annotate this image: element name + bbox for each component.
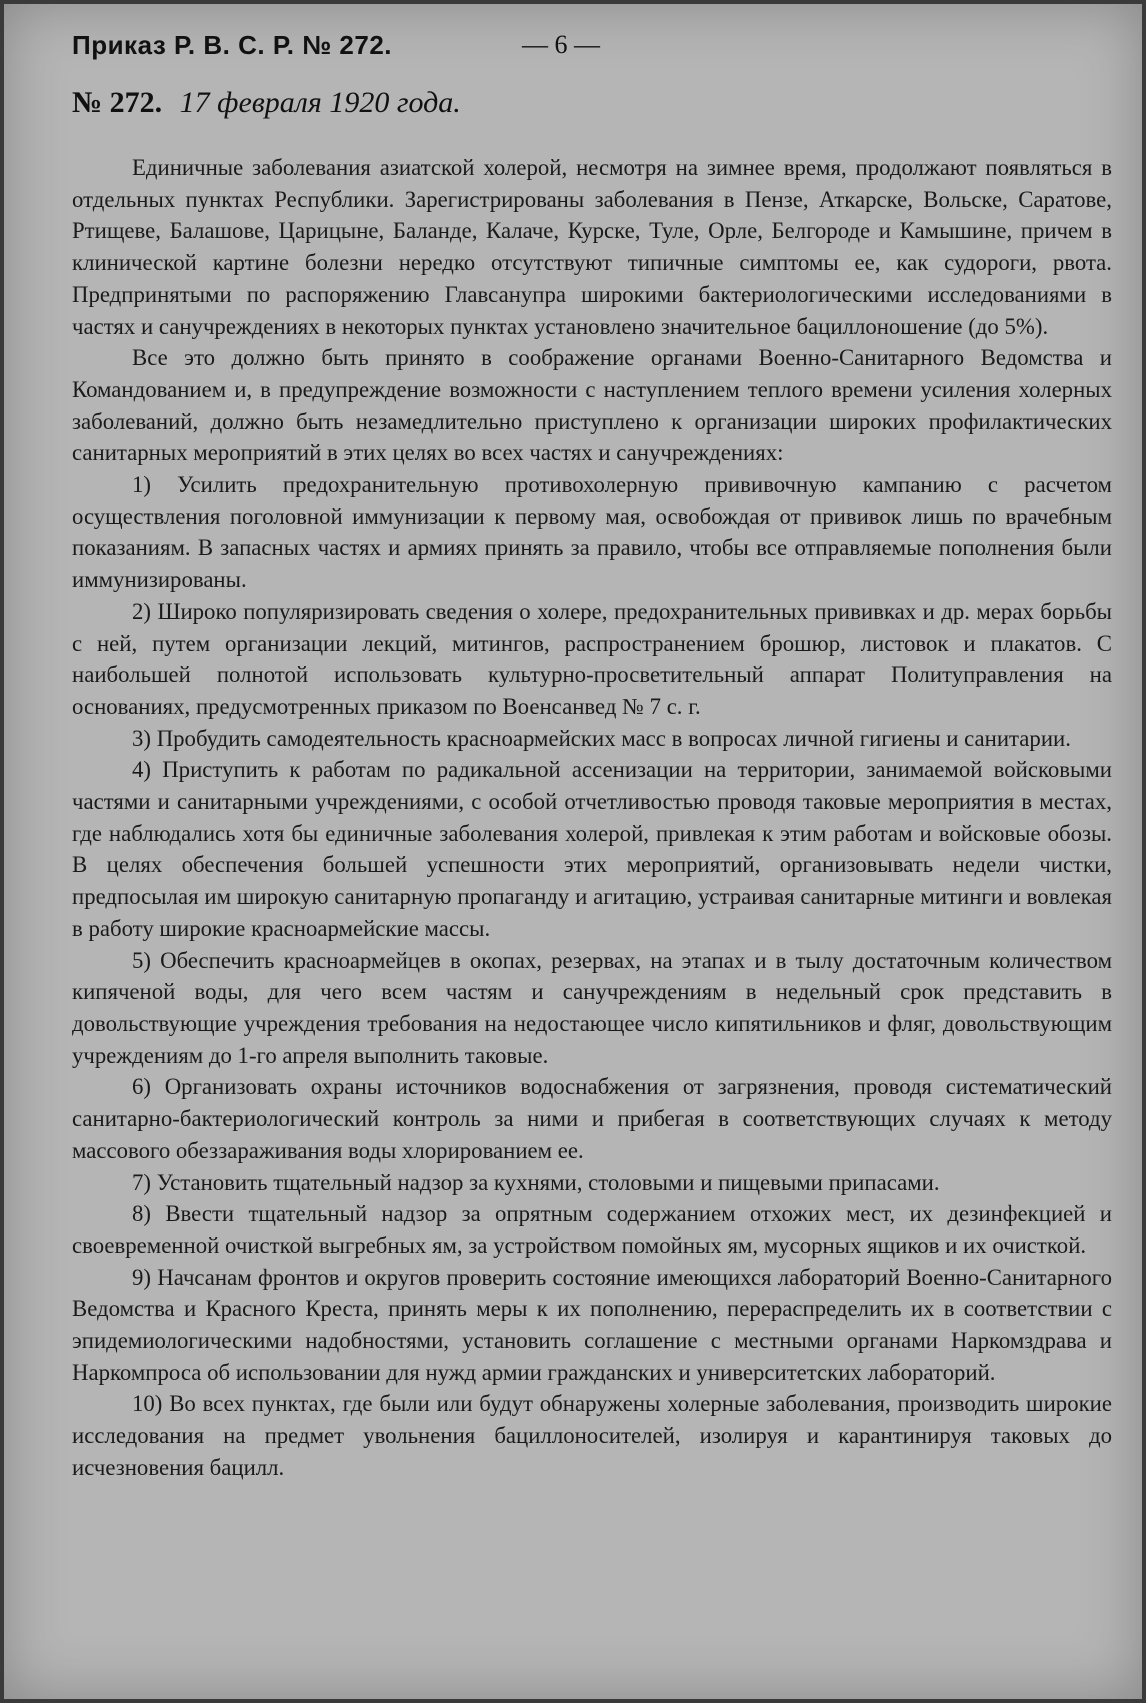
paragraph-item-1: 1) Усилить предохранительную противохолерную прививочную кампанию с расчетом осуществления поголовной иммунизации к первому мая, освобождая от прививок лишь по врачебным показаниям. В запасных частях и армиях принять за правило, чтобы все отправляемые пополнения были иммунизированы. [72,472,1112,593]
paragraph-directive: Все это должно быть принято в соображение органами Военно-Санитарного Ведомства и Командованием и, в предупреждение возможности с наступлением теплого времени усиления холерных заболеваний, должно быть незамедлительно приступлено к организации широких профилактических санитарных мероприятий в этих целях во всех частях и санучреждениях: [72,345,1112,466]
paragraph-item-4: 4) Приступить к работам по радикальной ассенизации на территории, занимаемой войсковыми частями и санитарными учреждениями, с особой отчетливостью проводя таковые мероприятия в местах, где наблюдались хотя бы единичные заболевания холерой, привлекая к этим работам и войсковые обозы. В целях обеспечения большей успешности этих мероприятий, организовывать недели чистки, предпосылая им широкую санитарную пропаганду и агитацию, устраивая санитарные митинги и вовлекая в работу широкие красноармейские массы. [72,757,1112,941]
page-number: — 6 — [522,30,600,59]
order-number: № 272. [72,86,163,119]
paragraph-item-8: 8) Ввести тщательный надзор за опрятным содержанием отхожих мест, их дезинфекцией и своевременной очисткой выгребных ям, за устройством помойных ям, мусорных ящиков и их очисткой. [72,1201,1112,1258]
paragraph-item-10: 10) Во всех пунктах, где были или будут обнаружены холерные заболевания, производить широкие исследования на предмет увольнения бациллоносителей, изолируя и карантинируя таковых до исчезновения бацилл. [72,1391,1112,1480]
paragraph-item-7: 7) Установить тщательный надзор за кухнями, столовыми и пищевыми припасами. [132,1169,940,1195]
document-body [72,152,1112,1484]
paragraph-intro: Единичные заболевания азиатской холерой, несмотря на зимнее время, продолжают появляться в отдельных пунктах Республики. Зарегистрированы заболевания в Пензе, Аткарске, Вольске, Саратове, Ртищеве, Балашове, Царицыне, Баланде, Калаче, Курске, Туле, Орле, Белгороде и Камышине, причем в клинической картине болезни нередко отсутствуют типичные симптомы ее, как судороги, рвота. Предпринятыми по распоряжению Главсанупра широкими бактериологическими исследованиями в частях и санучреждениях в некоторых пунктах установлено значительное бациллоношение (до 5%). [72,155,1112,339]
paragraph-item-2: 2) Широко популяризировать сведения о холере, предохранительных прививках и др. мерах борьбы с ней, путем организации лекций, митингов, распространением брошюр, листовок и плакатов. С наибольшей полнотой использовать культурно-просветительный аппарат Политуправления на основаниях, предусмотренных приказом по Военсанвед № 7 с. г. [72,598,1112,719]
paragraph-item-5: 5) Обеспечить красноармейцев в окопах, резервах, на этапах и в тылу достаточным количеством кипяченой воды, для чего всем частям и санучреждениям в недельный срок представить в довольствующие учреждения требования на недостающее число кипятильников и фляг, довольствующим учреждениям до 1-го апреля выполнить таковые. [72,947,1112,1068]
order-reference: Приказ Р. В. С. Р. № 272. [72,30,393,60]
order-date: 17 февраля 1920 года. [179,86,461,119]
page-header [72,24,1102,64]
paragraph-item-6: 6) Организовать охраны источников водоснабжения от загрязнения, проводя систематический санитарно-бактериологический контроль за ними и прибегая в соответствующих случаях к методу массового обеззараживания воды хлорированием ее. [72,1074,1112,1163]
order-heading [72,86,461,120]
paragraph-item-9: 9) Начсанам фронтов и округов проверить состояние имеющихся лабораторий Военно-Санитарного Ведомства и Красного Креста, принять меры к их пополнению, перераспределить их в соответствии с эпидемиологическими надобностями, установить соглашение с местными органами Наркомздрава и Наркомпроса об использовании для нужд армии гражданских и университетских лабораторий. [72,1264,1112,1385]
paragraph-item-3: 3) Пробудить самодеятельность красноармейских масс в вопросах личной гигиены и санитарии. [132,725,1071,751]
document-page [4,4,1142,1699]
